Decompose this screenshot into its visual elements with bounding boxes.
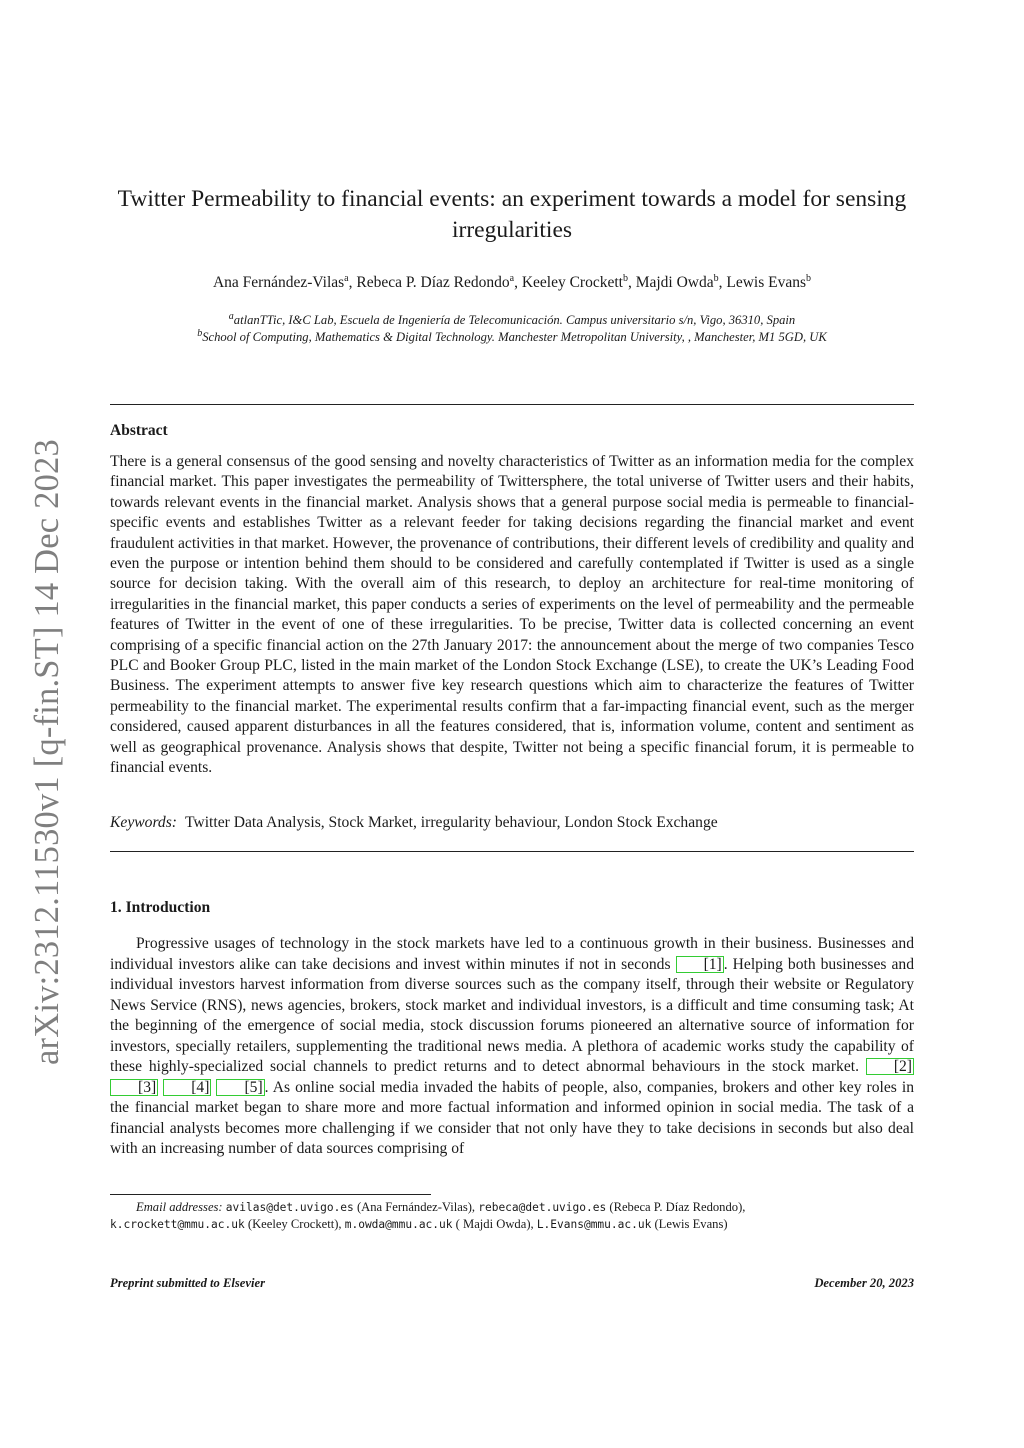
author-affiliation-mark: b [622,273,628,284]
footnote-rule [110,1194,431,1195]
keywords [110,814,914,832]
abstract-top-rule [110,404,914,405]
author-affiliation-mark: a [509,273,515,284]
introduction-paragraph: Progressive usages of technology in the stock markets have led to a continuous growth in their business. Businesses and individual investors alike can take decisions and invest within minutes if not in seconds [1] . Helping both businesses and individual investors harvest information from diverse sources such as the company itself, through their website or Regulatory News Service (RNS), news agencies, brokers, stock market and individual investors, is a difficult and time consuming task; At the beginning of the emergence of social media, stock discussion forums pioneered an alternative source of information for investors, specially retailers, supplementing the traditional news media. A plethora of academic works study the capability of these highly-specialized social channels to predict returns and to detect abnormal behaviours in the stock market. [2] [3] [4] [5] . As online social media invaded the habits of people, also, companies, brokers and other key roles in the financial market began to share more and more factual information and informed opinion in social media. The task of a financial analysts becomes more challenging if we consider that not only have they to take decisions in seconds but also deal with an increasing number of data sources comprising of [110,935,915,1157]
email-address[interactable]: avilas@det.uvigo.es [225,1201,354,1214]
author-name: Lewis Evans [726,274,807,292]
citation-link[interactable]: [2] [866,1058,914,1075]
keywords-text: Twitter Data Analysis, Stock Market, irregularity behaviour, London Stock Exchange [185,814,718,831]
footnote-label: Email addresses: [136,1200,223,1214]
email-address[interactable]: L.Evans@mmu.ac.uk [536,1218,652,1231]
email-footnote: Email addresses: avilas@det.uvigo.es (Ana Fernández-Vilas), rebeca@det.uvigo.es (Rebeca P. Díaz Redondo), k.crockett@mmu.ac.uk (Keeley Crockett), m.owda@mmu.ac.uk ( Majdi Owda), L.Evans@mmu.ac.uk (Lewis Evans) [110,1200,746,1231]
author-name: Majdi Owda [635,274,714,292]
citation-link[interactable]: [3] [110,1079,158,1096]
preprint-date: December 20, 2023 [814,1276,914,1290]
section-heading-introduction: 1. Introduction [110,899,211,916]
author-affiliation-mark: b [713,273,719,284]
abstract-text: There is a general consensus of the good sensing and novelty characteristics of Twitter as an information media for the complex financial market. This paper investigates the permeability of Twittersphere, the total universe of Twitter users and their habits, towards relevant events in the financial market. Analysis shows that a general purpose social media is permeable to financial-specific events and establishes Twitter as a relevant feeder for taking decisions regarding the financial market and event fraudulent activities in that market. However, the provenance of contributions, their different levels of credibility and quality and even the purpose or intention behind them should to be considered and carefully contemplated if Twitter is used as a single source for decision taking. With the overall aim of this research, to deploy an architecture for real-time monitoring of irregularities in the financial market, this paper conducts a series of experiments on the level of permeability and the permeable features of Twitter in the event of one of these irregularities. To be precise, Twitter data is collected concerning an event comprising of a specific financial action on the 27th January 2017: the announcement about the merge of two companies Tesco PLC and Booker Group PLC, listed in the main market of the London Stock Exchange (LSE), to create the UK’s Leading Food Business. The experiment attempts to answer five key research questions which aim to characterize the features of Twitter permeability to the financial market. The experimental results confirm that a far-impacting financial event, such as the merger considered, caused apparent disturbances in all the features considered, that is, information volume, content and sentiment as well as geographical provenance. Analysis shows that despite, Twitter not being a specific financial forum, it is permeable to financial events. [110,453,914,777]
affiliation-b: $^b$School of Computing, Mathematics & Digital Technology. Manchester Metropolitan University, , Manchester, M1 5GD, UK [197,328,827,345]
email-address[interactable]: m.owda@mmu.ac.uk [344,1218,453,1231]
author-name: Rebeca P. Díaz Redondo [356,274,510,292]
citation-link[interactable]: [1] [676,956,724,973]
email-address[interactable]: rebeca@det.uvigo.es [478,1201,607,1214]
citation-link[interactable]: [4] [163,1079,211,1096]
email-address[interactable]: k.crockett@mmu.ac.uk [110,1218,245,1231]
author-list: Ana Fernández-Vilas$^a$, Rebeca P. Díaz Redondo$^a$, Keeley Crockett$^b$, Majdi Owda$^b$, Lewis Evans$^b$ [212,273,812,292]
affiliation-a: $^a$atlanTTic, I&C Lab, Escuela de Ingeniería de Telecomunicación. Campus universitario s/n, Vigo, 36310, Spain [228,311,796,328]
preprint-notice: Preprint submitted to Elsevier [110,1276,265,1290]
arxiv-identifier-stamp: arXiv:2312.11530v1 [q-fin.ST] 14 Dec 2023 [28,439,66,1065]
abstract-bottom-rule [110,851,914,852]
author-affiliation-mark: b [806,273,812,284]
abstract-heading: Abstract [110,422,168,439]
author-name: Ana Fernández-Vilas [212,274,345,292]
citation-link[interactable]: [5] [216,1079,264,1096]
paper-title: Twitter Permeability to financial events: an experiment towards a model for sensing irregularities [117,186,907,243]
author-name: Keeley Crockett [521,274,623,292]
author-affiliation-mark: a [344,273,349,284]
keywords-label: Keywords: [110,814,177,831]
